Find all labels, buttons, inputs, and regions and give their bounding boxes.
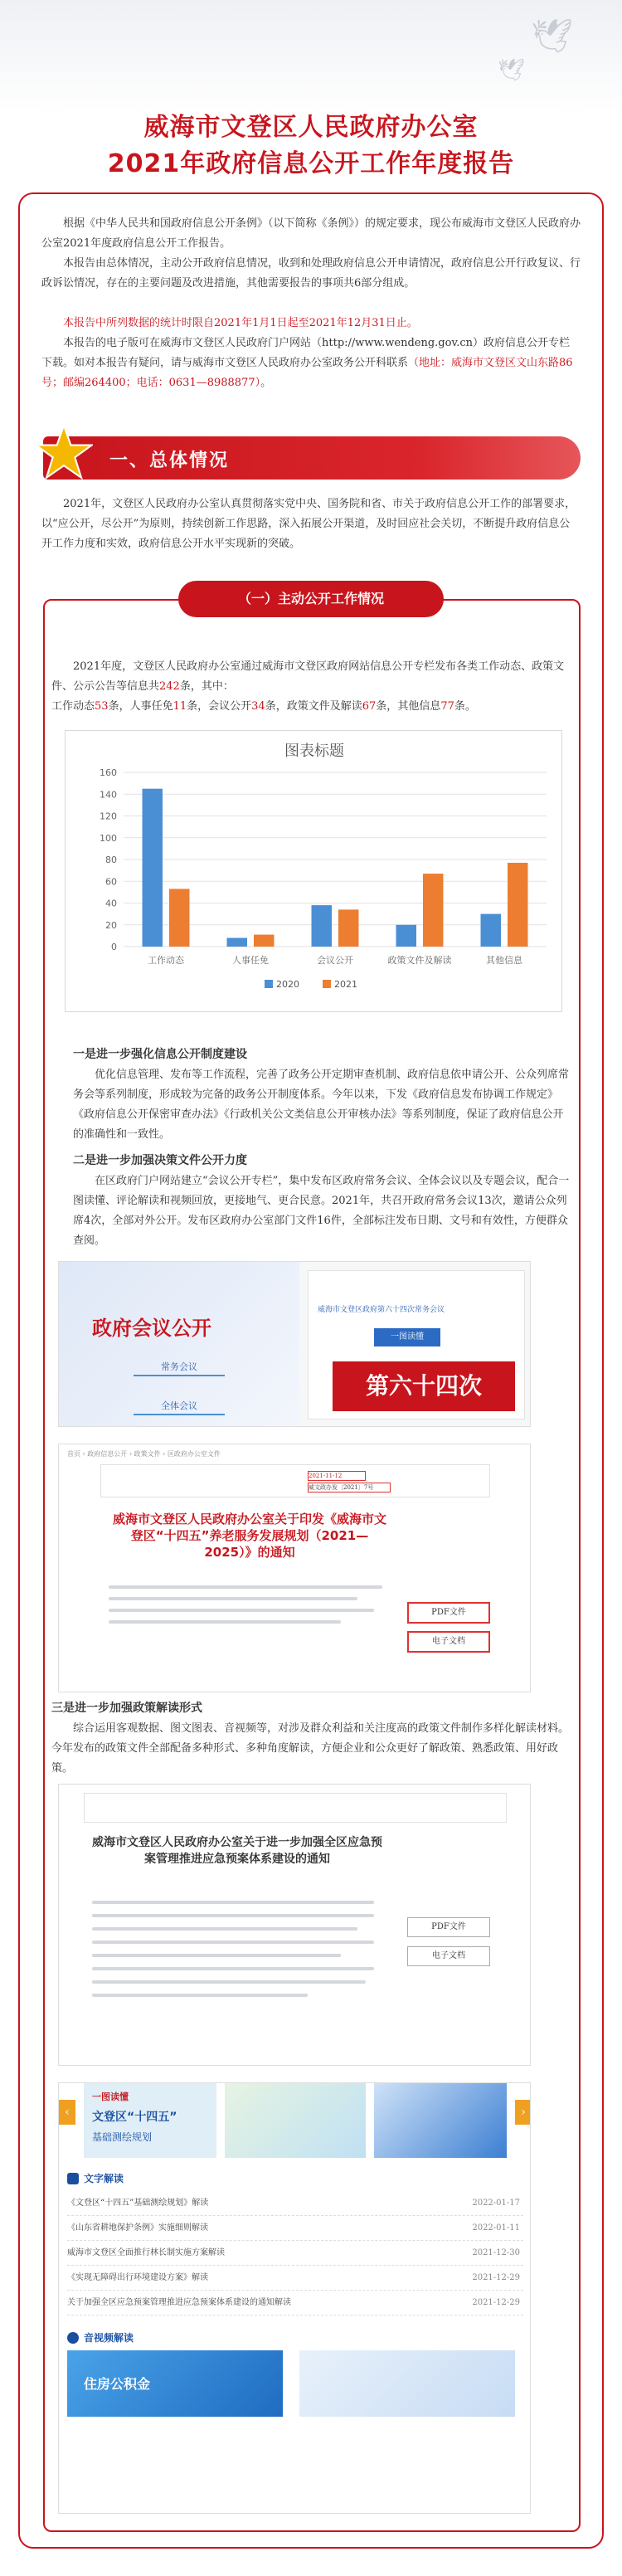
carousel-card[interactable] bbox=[374, 2083, 507, 2158]
carousel-prev-icon[interactable]: ‹ bbox=[59, 2100, 75, 2125]
subsection-text-1: 优化信息管理、发布等工作流程，完善了政务公开定期审查机制、政府信息依申请公开、公众列席常务会等系列制度，形成较为完备的政务公开制度体系。今年以来，下发《政府信息发布协调工作规定》《政府信息公开保密审查办法》《行政机关公文类信息公开审核办法》等系列制度，保证了政府信息公开的准确性和一致性。 bbox=[73, 1069, 570, 1141]
bar-2020 bbox=[396, 925, 416, 947]
video-interpretation-heading: 音视频解读 bbox=[84, 2332, 134, 2344]
bar-2021 bbox=[254, 935, 274, 947]
y-tick-label: 60 bbox=[105, 876, 117, 888]
subsection-text-3: 综合运用客观数据、图文图表、音视频等，对涉及群众利益和关注度高的政策文件制作多样化解读材料。今年发布的政策文件全部配备多种形式、多种角度解读，方便企业和公众更好了解政策、熟悉政策、用好政策。 bbox=[51, 1722, 570, 1775]
bar-2020 bbox=[312, 905, 332, 947]
y-tick-label: 80 bbox=[105, 855, 117, 865]
bar-chart-svg bbox=[66, 731, 563, 1013]
meeting-side-title: 威海市文登区政府第六十四次常务会议 bbox=[318, 1306, 445, 1314]
interpretation-list-screenshot bbox=[58, 2082, 531, 2514]
list-item-title: 《山东省耕地保护条例》实施细则解读 bbox=[67, 2223, 208, 2233]
edoc-download-button[interactable]: 电子文档 bbox=[407, 1631, 490, 1653]
report-title-line1: 威海市文登区人民政府办公室 bbox=[143, 113, 479, 142]
bar-2021 bbox=[338, 909, 358, 947]
list-item-date: 2021-12-30 bbox=[472, 2248, 520, 2257]
bar-2020 bbox=[481, 914, 501, 947]
meeting-number-banner: 第六十四次 bbox=[333, 1361, 515, 1411]
bar-2021 bbox=[169, 889, 189, 947]
video-caption: 住房公积金 bbox=[84, 2376, 151, 2392]
list-item[interactable] bbox=[67, 2266, 523, 2291]
item-sep: 条， bbox=[376, 700, 398, 713]
legend-label: 2021 bbox=[334, 979, 357, 990]
subsection-title-3: 三是进一步加强政策解读形式 bbox=[51, 1702, 202, 1715]
list-item[interactable] bbox=[67, 2241, 523, 2266]
item-sep: 条。 bbox=[454, 700, 476, 713]
legend-label: 2020 bbox=[276, 979, 299, 990]
breadcrumb: 首页 › 政府信息公开 › 政策文件 › 区政府办公室文件 bbox=[67, 1450, 221, 1458]
subsection-title-1: 一是进一步强化信息公开制度建设 bbox=[73, 1048, 247, 1061]
intro-paragraph-1: 根据《中华人民共和国政府信息公开条例》（以下简称《条例》）的规定要求，现公布威海市文登区人民政府办公室2021年度政府信息公开工作报告。 bbox=[41, 217, 581, 250]
item-label: 政策文件及解读 bbox=[286, 700, 362, 713]
text-placeholder bbox=[109, 1609, 374, 1612]
section-heading-bar bbox=[43, 436, 581, 480]
meeting-label-b: 全体会议 bbox=[134, 1399, 225, 1415]
list-item[interactable] bbox=[67, 2291, 523, 2315]
text-placeholder bbox=[92, 1967, 374, 1970]
item-count: 67 bbox=[362, 700, 377, 713]
y-tick-label: 100 bbox=[100, 832, 117, 844]
list-item-date: 2021-12-29 bbox=[472, 2298, 520, 2307]
emergency-document-screenshot bbox=[58, 1784, 531, 2066]
subsection-title-2: 二是进一步加强决策文件公开力度 bbox=[73, 1154, 247, 1167]
disclosure-summary: 2021年度，文登区人民政府办公室通过威海市文登区政府网站信息公开专栏发布各类工作动态、政策文件、公示公告等信息共242条，其中： bbox=[51, 660, 565, 693]
one-chart-button[interactable]: 一图读懂 bbox=[374, 1328, 440, 1346]
bar-2020 bbox=[143, 789, 163, 947]
carousel-card-subtitle: 基础测绘规划 bbox=[92, 2131, 153, 2143]
list-item-title: 《文登区“十四五”基础测绘规划》解读 bbox=[67, 2199, 209, 2208]
x-tick-label: 会议公开 bbox=[317, 955, 353, 966]
item-sep: 条， bbox=[265, 700, 287, 713]
video-thumbnail[interactable] bbox=[299, 2350, 515, 2417]
item-count: 53 bbox=[95, 700, 109, 713]
pdf-download-button[interactable]: PDF文件 bbox=[407, 1917, 490, 1937]
text-placeholder bbox=[109, 1597, 357, 1600]
video-icon bbox=[67, 2332, 79, 2344]
y-tick-label: 140 bbox=[100, 789, 117, 801]
total-count: 242 bbox=[159, 680, 180, 693]
carousel-next-icon[interactable]: › bbox=[515, 2100, 531, 2125]
x-tick-label: 其他信息 bbox=[486, 955, 522, 966]
y-tick-label: 0 bbox=[111, 942, 117, 952]
y-tick-label: 20 bbox=[105, 919, 117, 931]
document-meta-table bbox=[100, 1464, 490, 1497]
report-title-line2: 2021年政府信息公开工作年度报告 bbox=[107, 149, 515, 178]
item-sep: 条， bbox=[187, 700, 209, 713]
legend-swatch bbox=[265, 980, 273, 988]
policy-document-screenshot bbox=[58, 1444, 531, 1692]
star-icon bbox=[35, 423, 93, 481]
item-count: 77 bbox=[440, 700, 454, 713]
list-item-date: 2022-01-11 bbox=[472, 2223, 520, 2233]
bar-2021 bbox=[508, 863, 527, 947]
y-tick-label: 120 bbox=[100, 811, 117, 822]
item-label: 人事任免 bbox=[129, 700, 173, 713]
y-tick-label: 40 bbox=[105, 898, 117, 909]
pdf-download-button[interactable]: PDF文件 bbox=[407, 1602, 490, 1624]
bar-2020 bbox=[227, 938, 247, 947]
document-meta-table bbox=[84, 1793, 507, 1823]
page-bottom bbox=[0, 2549, 622, 2576]
item-label: 其他信息 bbox=[397, 700, 441, 713]
interpretation-list bbox=[67, 2191, 523, 2315]
legend-swatch bbox=[323, 980, 331, 988]
text-placeholder bbox=[92, 1901, 374, 1904]
text-placeholder bbox=[92, 1927, 357, 1931]
list-item-date: 2022-01-17 bbox=[472, 2199, 520, 2208]
document-title: 威海市文登区人民政府办公室关于进一步加强全区应急预案管理推进应急预案体系建设的通知 bbox=[92, 1836, 382, 1866]
document-date: 2021-11-12 bbox=[308, 1471, 366, 1481]
dove-icon: 🕊 bbox=[498, 58, 526, 83]
list-item-title: 关于加强全区应急预案管理推进应急预案体系建设的通知解读 bbox=[67, 2298, 291, 2307]
meeting-banner-title: 政府会议公开 bbox=[92, 1317, 211, 1340]
edoc-download-button[interactable]: 电子文档 bbox=[407, 1946, 490, 1966]
section1-paragraph: 2021年，文登区人民政府办公室认真贯彻落实党中央、国务院和省、市关于政府信息公开工作的部署要求，以“应公开，尽公开”为原则，持续创新工作思路，深入拓展公开渠道，及时回应社会关切，不断提升政府信息公开工作力度和实效，政府信息公开水平实现新的突破。 bbox=[41, 498, 576, 550]
meeting-disclosure-screenshot bbox=[58, 1261, 531, 1427]
dove-icon: 🕊 bbox=[531, 17, 573, 56]
intro-paragraph-3: 本报告中所列数据的统计时限自2021年1月1日起至2021年12月31日止。 bbox=[63, 317, 418, 329]
item-count: 34 bbox=[251, 700, 265, 713]
text-placeholder bbox=[109, 1585, 382, 1589]
disclosure-items bbox=[51, 697, 574, 717]
text-placeholder bbox=[92, 1914, 374, 1917]
list-item-title: 《实现无障碍出行环境建设方案》解读 bbox=[67, 2273, 208, 2282]
y-tick-label: 160 bbox=[100, 767, 117, 778]
chart-title: 图表标题 bbox=[284, 743, 344, 760]
list-item[interactable] bbox=[67, 2216, 523, 2241]
item-label: 会议公开 bbox=[208, 700, 252, 713]
section-heading: 一、总体情况 bbox=[109, 450, 230, 471]
x-tick-label: 政策文件及解读 bbox=[387, 955, 452, 966]
x-tick-label: 工作动态 bbox=[148, 955, 184, 966]
carousel-card-label: 一图读懂 bbox=[92, 2091, 129, 2102]
text-placeholder bbox=[92, 1954, 341, 1957]
subsection-tab: （一）主动公开工作情况 bbox=[178, 581, 444, 617]
x-tick-label: 人事任免 bbox=[232, 955, 269, 966]
intro-paragraph-4: 本报告的电子版可在威海市文登区人民政府门户网站（http://www.wendeng.gov.cn）政府信息公开专栏下载。如对本报告有疑问，请与威海市文登区人民政府办公室政务公开科联系（地址：威海市文登区文山东路86号；邮编264400；电话：0631—8988877）。 bbox=[41, 337, 573, 389]
bar-chart bbox=[65, 730, 562, 1012]
doc-icon bbox=[67, 2173, 79, 2184]
list-item-title: 威海市文登区全面推行林长制实施方案解读 bbox=[67, 2248, 225, 2257]
subsection-text-2: 在区政府门户网站建立“会议公开专栏”，集中发布区政府常务会议、全体会议以及专题会议，配合一图读懂、评论解读和视频回放，更接地气、更合民意。2021年，共召开政府常务会议13次，邀请公众列席4次，全部对外公开。发布区政府办公室部门文件16件，全部标注发布日期、文号和有效性，方便群众查阅。 bbox=[73, 1175, 570, 1247]
text-placeholder bbox=[92, 1980, 366, 1984]
item-sep: 条， bbox=[108, 700, 130, 713]
list-item[interactable] bbox=[67, 2191, 523, 2216]
list-item-date: 2021-12-29 bbox=[472, 2273, 520, 2282]
carousel-card-title: 文登区“十四五” bbox=[92, 2111, 177, 2124]
text-placeholder bbox=[92, 1941, 374, 1944]
text-interpretation-heading: 文字解读 bbox=[84, 2173, 124, 2184]
text-placeholder bbox=[109, 1620, 341, 1624]
contact-info: （地址：威海市文登区文山东路86号；邮编264400；电话：0631—8988877） bbox=[41, 357, 573, 389]
document-file-number: 威文政办发〔2021〕7号 bbox=[308, 1483, 391, 1493]
item-label: 工作动态 bbox=[51, 700, 95, 713]
text-placeholder bbox=[92, 1994, 308, 1997]
document-title: 威海市文登区人民政府办公室关于印发《威海市文登区“十四五”养老服务发展规划（2021—2025）》的通知 bbox=[112, 1512, 386, 1560]
meeting-label-a: 常务会议 bbox=[134, 1360, 225, 1376]
intro-paragraph-2: 本报告由总体情况，主动公开政府信息情况，收到和处理政府信息公开申请情况，政府信息公开行政复议、行政诉讼情况，存在的主要问题及改进措施，其他需要报告的事项共6部分组成。 bbox=[41, 257, 581, 290]
bar-2021 bbox=[423, 874, 443, 947]
carousel-card[interactable] bbox=[225, 2083, 366, 2158]
item-count: 11 bbox=[173, 700, 187, 713]
